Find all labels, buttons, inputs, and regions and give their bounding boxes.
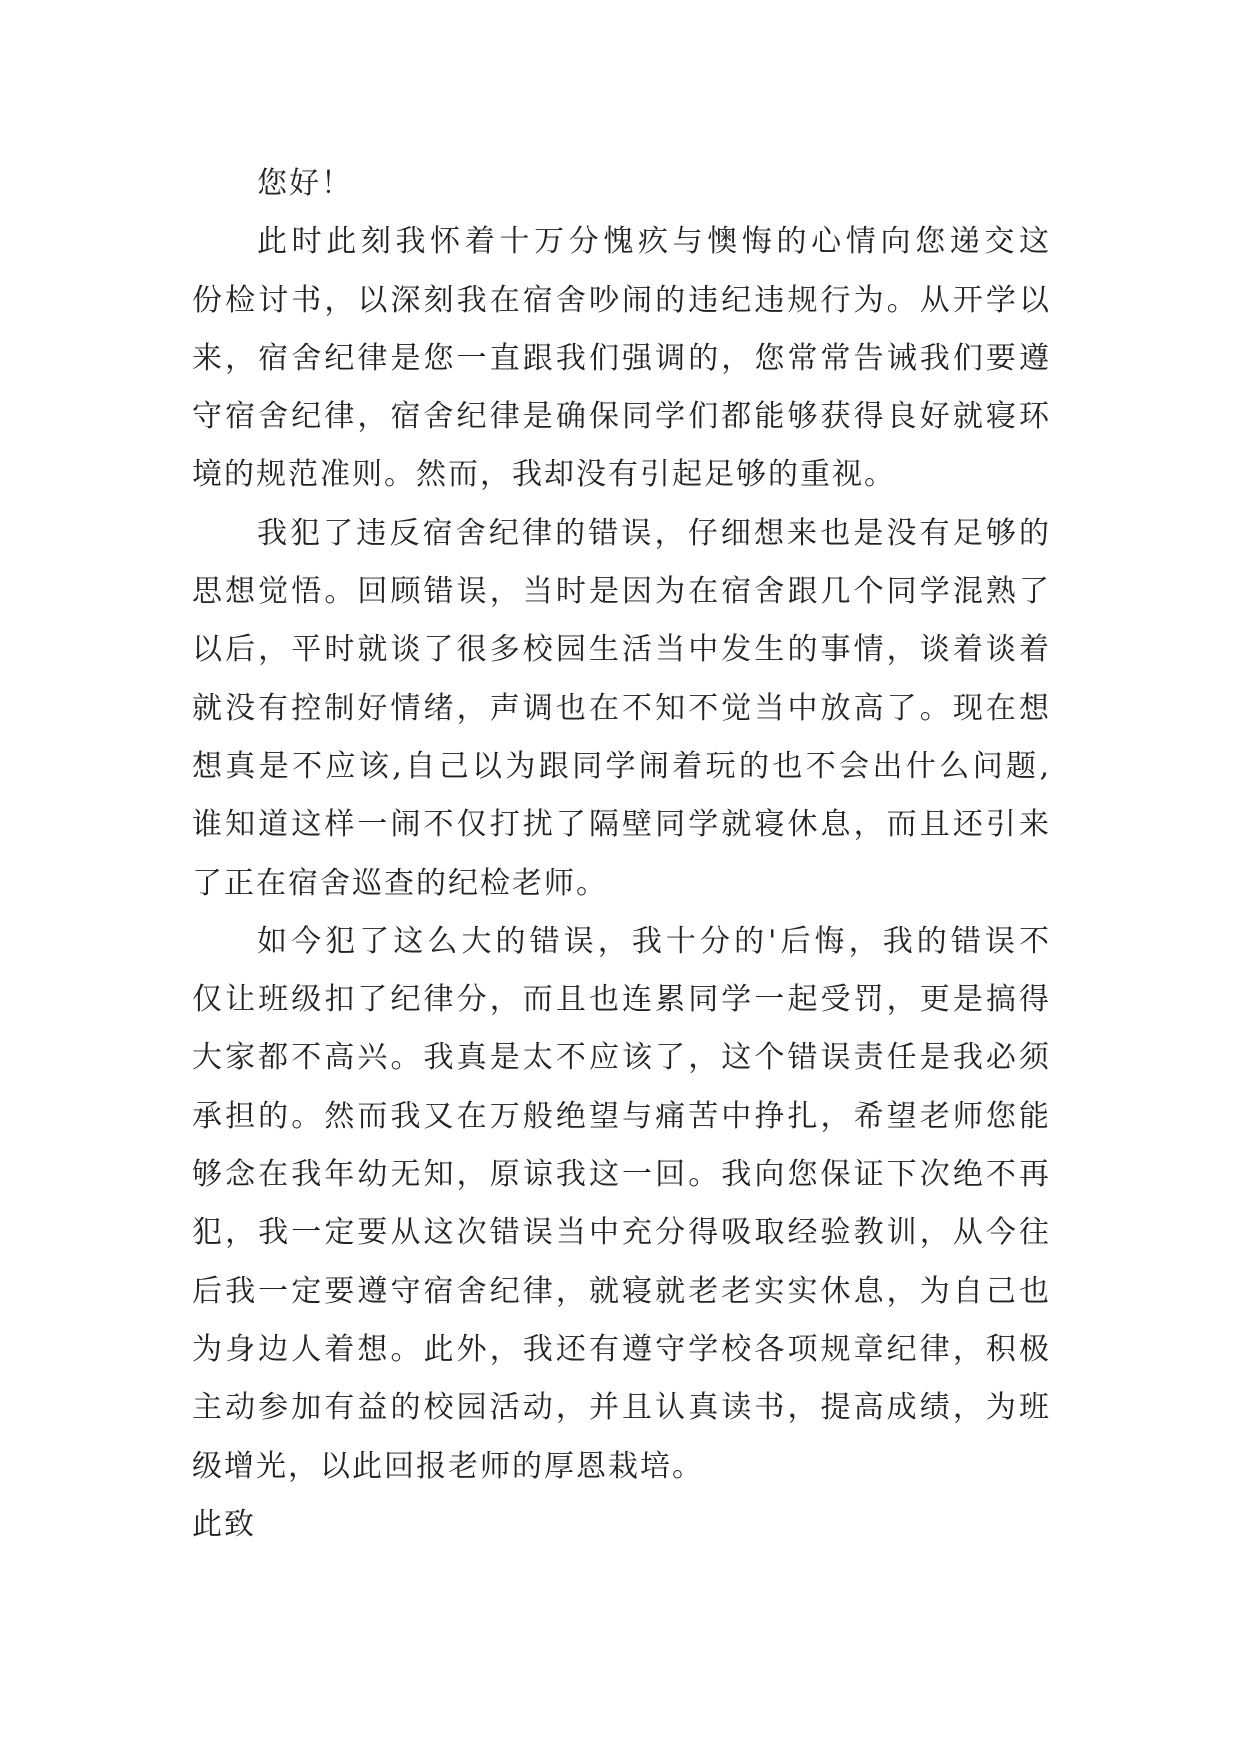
text-line: 守宿舍纪律，宿舍纪律是确保同学们都能够获得良好就寝环	[192, 399, 1051, 435]
text-line: 我犯了违反宿舍纪律的错误，仔细想来也是没有足够的	[257, 515, 1051, 551]
text-line: 境的规范准则。然而，我却没有引起足够的重视。	[192, 457, 896, 493]
text-line: 犯，我一定要从这次错误当中充分得吸取经验教训，从今往	[192, 1215, 1051, 1251]
text-line: 就没有控制好情绪，声调也在不知不觉当中放高了。现在想	[192, 690, 1051, 726]
text-line: 如今犯了这么大的错误，我十分的'后悔，我的错误不	[257, 923, 1051, 959]
paragraph-1	[192, 213, 1051, 504]
text-line: 后我一定要遵守宿舍纪律，就寝就老老实实休息，为自己也	[192, 1273, 1051, 1309]
text-line: 思想觉悟。回顾错误，当时是因为在宿舍跟几个同学混熟了	[192, 574, 1051, 610]
text-line: 仅让班级扣了纪律分，而且也连累同学一起受罚，更是搞得	[192, 982, 1051, 1018]
text-line: 想真是不应该,自己以为跟同学闹着玩的也不会出什么问题,	[192, 748, 1051, 784]
text-line: 为身边人着想。此外，我还有遵守学校各项规章纪律，积极	[192, 1331, 1051, 1367]
text-line: 谁知道这样一闹不仅打扰了隔壁同学就寝休息，而且还引来	[192, 807, 1051, 843]
text-line: 以后，平时就谈了很多校园生活当中发生的事情，谈着谈着	[192, 632, 1051, 668]
text-line: 级增光，以此回报老师的厚恩栽培。	[192, 1448, 704, 1484]
salutation: 您好！	[257, 166, 353, 201]
text-line: 大家都不高兴。我真是太不应该了，这个错误责任是我必须	[192, 1040, 1051, 1076]
text-line: 主动参加有益的校园活动，并且认真读书，提高成绩，为班	[192, 1390, 1051, 1426]
letter-body	[192, 155, 1051, 1554]
text-line: 承担的。然而我又在万般绝望与痛苦中挣扎，希望老师您能	[192, 1098, 1051, 1134]
text-line: 够念在我年幼无知，原谅我这一回。我向您保证下次绝不再	[192, 1157, 1051, 1193]
text-line: 份检讨书，以深刻我在宿舍吵闹的违纪违规行为。从开学以	[192, 282, 1051, 318]
paragraph-3	[192, 913, 1051, 1496]
paragraph-2	[192, 505, 1051, 913]
text-line: 此时此刻我怀着十万分愧疚与懊悔的心情向您递交这	[257, 224, 1051, 260]
text-line: 了正在宿舍巡查的纪检老师。	[192, 865, 608, 901]
text-line: 来，宿舍纪律是您一直跟我们强调的，您常常告诫我们要遵	[192, 340, 1051, 376]
closing: 此致	[192, 1506, 256, 1542]
